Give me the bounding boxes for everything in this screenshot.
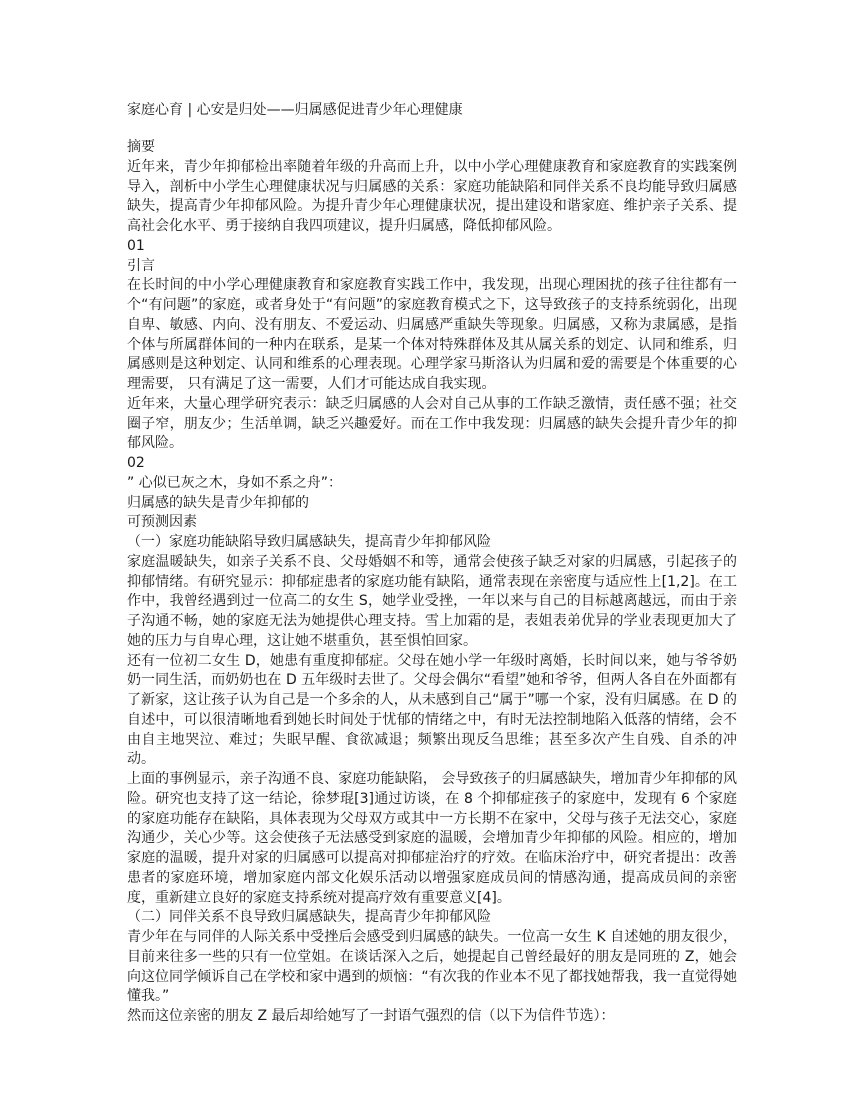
subsection-1-paragraph-2: 还有一位初二女生 D，她患有重度抑郁症。父母在她小学一年级时离婚，长时间以来，她与爷爷奶奶一同生活，而奶奶也在 D 五年级时去世了。父母会偶尔“看望”她和爷爷，但两人各自在外面都有了新家，这让孩子认为自己是一个多余的人，从未感到自己“属于”哪一个家，没有归属感。在 D 的自述中，可以很清晰地看到她长时间处于忧郁的情绪之中，有时无法控制地陷入低落的情绪，会不由自主地哭泣、难过；失眠早醒、食欲减退；频繁出现反刍思维；甚至多次产生自残、自杀的冲动。 <box>127 652 737 768</box>
section-2-quote: ” 心似已灰之木，身如不系之舟”： <box>127 474 342 491</box>
abstract-paragraph: 近年来，青少年抑郁检出率随着年级的升高而上升，以中小学心理健康教育和家庭教育的实践案例导入，剖析中小学生心理健康状况与归属感的关系：家庭功能缺陷和同伴关系不良均能导致归属感缺失，提高青少年抑郁风险。为提升青少年心理健康状况，提出建设和谐家庭、维护亲子关系、提高社会化水平、勇于接纳自我四项建议，提升归属感，降低抑郁风险。 <box>127 158 737 234</box>
section-2-number: 02 <box>127 455 145 471</box>
subsection-1-heading: （一）家庭功能缺陷导致归属感缺失，提高青少年抑郁风险 <box>127 534 491 550</box>
document-page <box>127 100 737 1027</box>
intro-paragraph-1: 在长时间的中小学心理健康教育和家庭教育实践工作中，我发现，出现心理困扰的孩子往往都有一个“有问题”的家庭，或者身处于“有问题”的家庭教育模式之下，这导致孩子的支持系统弱化，出现自卑、敏感、内向、没有朋友、不爱运动、归属感严重缺失等现象。归属感，又称为隶属感，是指个体与所属群体间的一种内在联系，是某一个体对特殊群体及其从属关系的划定、认同和维系，归属感则是这种划定、认同和维系的心理表现。心理学家马斯洛认为归属和爱的需要是个体重要的心理需要， 只有满足了这一需要，人们才可能达成自我实现。 <box>127 277 737 392</box>
subsection-2-paragraph-2: 然而这位亲密的朋友 Z 最后却给她写了一封语气强烈的信（以下为信件节选）： <box>127 1008 615 1024</box>
section-1-number: 01 <box>127 237 145 254</box>
subsection-1-paragraph-3: 上面的事例显示，亲子沟通不良、家庭功能缺陷， 会导致孩子的归属感缺失，增加青少年抑郁的风险。研究也支持了这一结论，徐梦琨[3]通过访谈，在 8 个抑郁症孩子的家庭中，发现有 6 个家庭的家庭功能存在缺陷，具体表现为父母双方或其中一方长期不在家中，父母与孩子无法交心，家庭沟通少，关心少等。这会使孩子无法感受到家庭的温暖，会增加青少年抑郁的风险。相应的，增加家庭的温暖，提升对家的归属感可以提高对抑郁症治疗的疗效。在临床治疗中，研究者提出：改善患者的家庭环境，增加家庭内部文化娱乐活动以增强家庭成员间的情感沟通，提高成员间的亲密度，重新建立良好的家庭支持系统对提高疗效有重要意义[4]。 <box>127 771 737 906</box>
section-2-heading-line-2: 可预测因素 <box>127 514 197 531</box>
intro-paragraph-2: 近年来，大量心理学研究表示：缺乏归属感的人会对自己从事的工作缺乏激情，责任感不强；社交圈子窄，朋友少；生活单调，缺乏兴趣爱好。而在工作中我发现：归属感的缺失会提升青少年的抑郁风险。 <box>127 395 737 452</box>
subsection-2-heading: （二）同伴关系不良导致归属感缺失，提高青少年抑郁风险 <box>127 909 491 926</box>
abstract-heading: 摘要 <box>127 139 155 155</box>
subsection-1-paragraph-1: 家庭温暖缺失，如亲子关系不良、父母婚姻不和等，通常会使孩子缺乏对家的归属感，引起孩子的抑郁情绪。有研究显示：抑郁症患者的家庭功能有缺陷，通常表现在亲密度与适应性上[1,2]。在工作中，我曾经遇到过一位高二的女生 S，她学业受挫，一年以来与自己的目标越离越远，而由于亲子沟通不畅，她的家庭无法为她提供心理支持。雪上加霜的是，表姐表弟优异的学业表现更加大了她的压力与自卑心理，这让她不堪重负，甚至惧怕回家。 <box>127 553 737 649</box>
section-1-heading: 引言 <box>127 257 155 274</box>
subsection-2-paragraph-1: 青少年在与同伴的人际关系中受挫后会感受到归属感的缺失。一位高一女生 K 自述她的朋友很少，目前来往多一些的只有一位堂姐。在谈话深入之后，她提起自己曾经最好的朋友是同班的 Z，她会向这位同学倾诉自己在学校和家中遇到的烦恼：“有次我的作业本不见了都找她帮我，我一直觉得她懂我。” <box>127 929 737 1005</box>
document-title: 家庭心育 | 心安是归处——归属感促进青少年心理健康 <box>127 102 463 118</box>
section-2-heading-line-1: 归属感的缺失是青少年抑郁的 <box>127 494 309 511</box>
